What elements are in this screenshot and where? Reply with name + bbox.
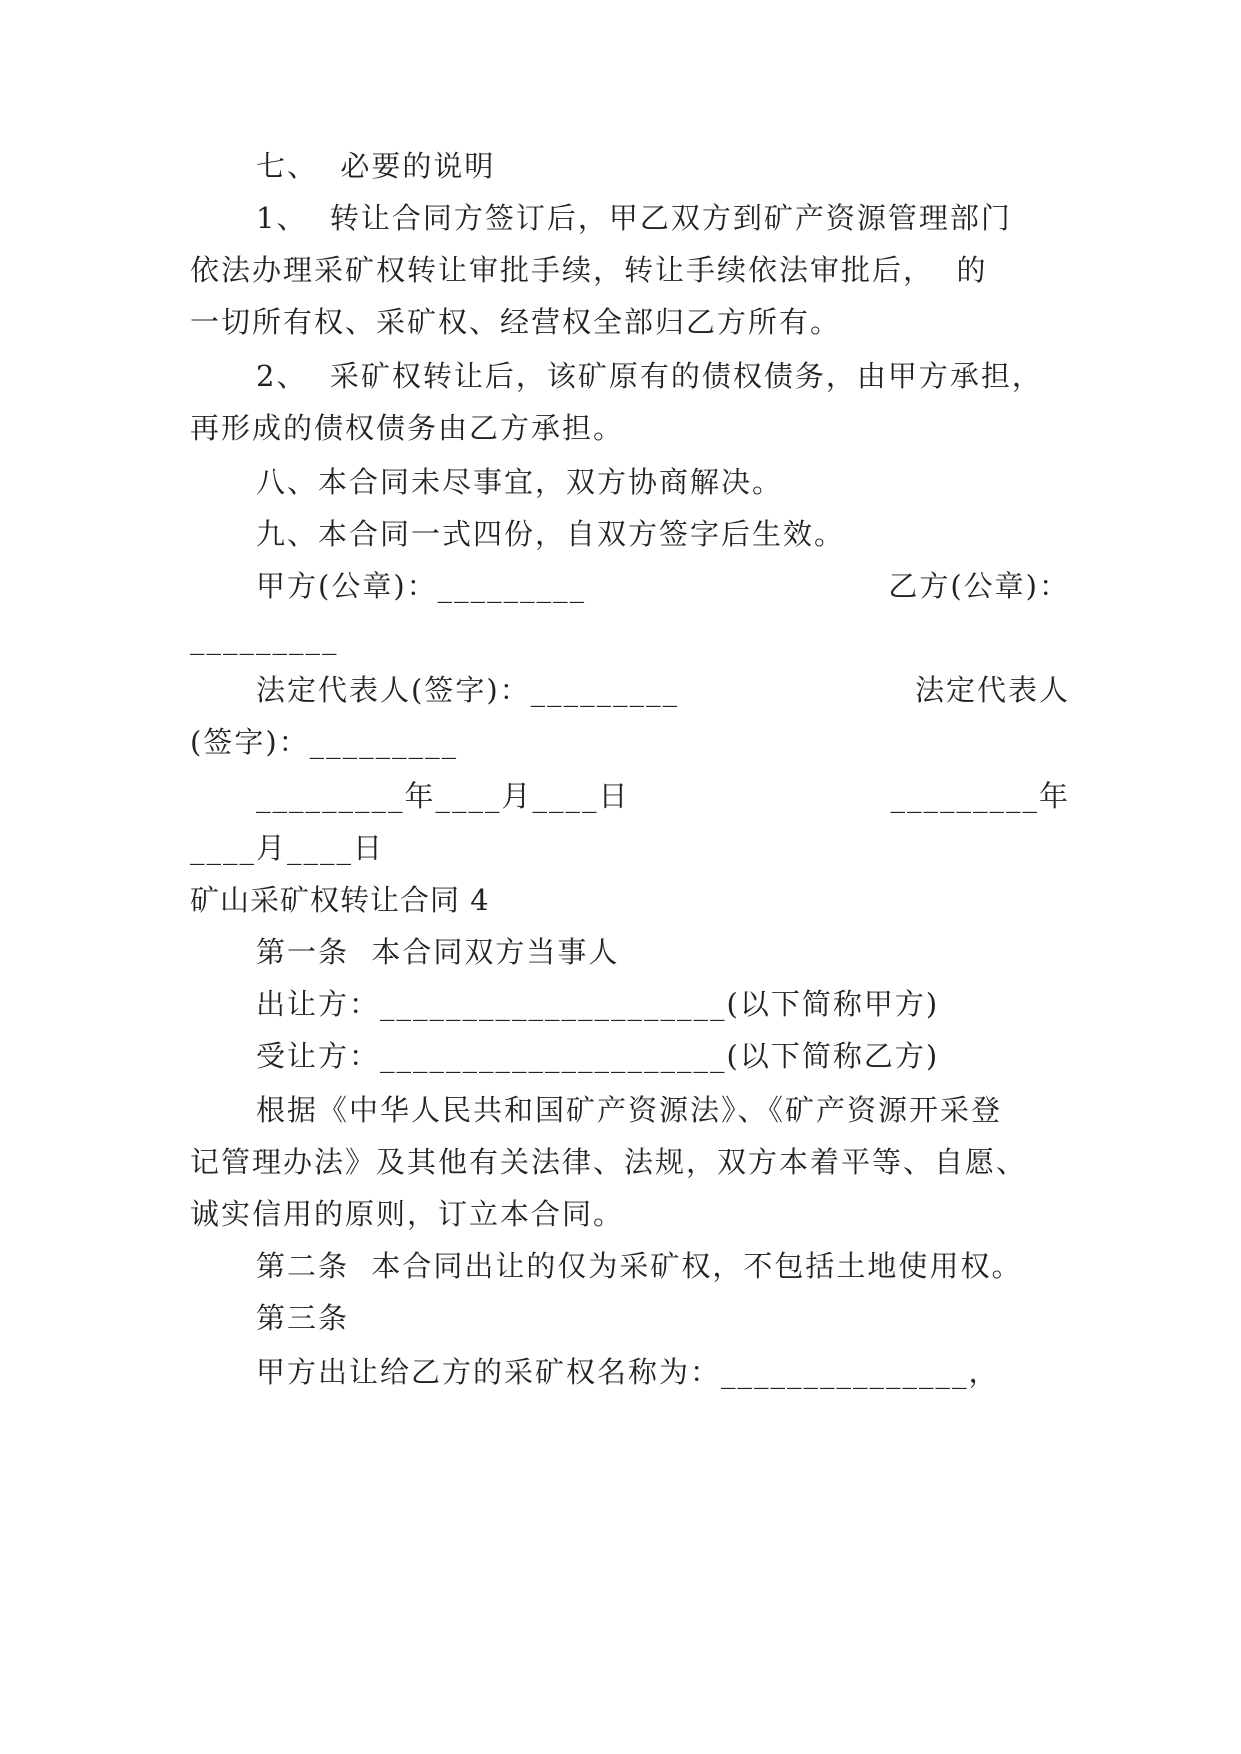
- party-a-seal: 甲方(公章)：_________: [256, 569, 587, 603]
- section-8: 八、本合同未尽事宜，双方协商解决。: [256, 465, 784, 499]
- section-7-item-1-line-3: 一切所有权、采矿权、经营权全部归乙方所有。: [190, 305, 842, 339]
- transferee-line: 受让方：_____________________(以下简称乙方): [256, 1039, 940, 1073]
- signature-rep-row: [256, 670, 1070, 710]
- basis-line-1: 根据《中华人民共和国矿产资源法》、《矿产资源开采登: [256, 1093, 1003, 1127]
- article-3-mining-right-name: 甲方出让给乙方的采矿权名称为：_______________，: [256, 1355, 1000, 1389]
- section-7-item-1-line-1: 1、 转让合同方签订后，甲乙双方到矿产资源管理部门: [256, 201, 1012, 235]
- basis-line-3: 诚实信用的原则，订立本合同。: [190, 1197, 625, 1231]
- party-b-seal: 乙方(公章)：: [888, 569, 1070, 603]
- section-7-item-2-line-2: 再形成的债权债务由乙方承担。: [190, 411, 625, 445]
- date-row: [256, 776, 1070, 816]
- section-7-item-1-line-2: 依法办理采矿权转让审批手续，转让手续依法审批后， 的: [190, 253, 988, 287]
- section-9: 九、本合同一式四份，自双方签字后生效。: [256, 517, 846, 551]
- party-b-date-year: _________年: [890, 779, 1070, 813]
- party-a-representative: 法定代表人(签字)：_________: [256, 673, 680, 707]
- section-7-item-2-line-1: 2、 采矿权转让后，该矿原有的债权债务，由甲方承担，: [256, 359, 1043, 393]
- contract-4-title: 矿山采矿权转让合同 4: [190, 883, 490, 917]
- article-2: 第二条 本合同出让的仅为采矿权，不包括土地使用权。: [256, 1249, 1023, 1283]
- transferor-line: 出让方：_____________________(以下简称甲方): [256, 987, 940, 1021]
- party-b-seal-blank: _________: [190, 621, 339, 655]
- basis-line-2: 记管理办法》及其他有关法律、法规，双方本着平等、自愿、: [190, 1145, 1028, 1179]
- party-a-date: _________年____月____日: [256, 779, 630, 813]
- article-3: 第三条: [256, 1301, 350, 1335]
- party-b-date-month-day: ____月____日: [190, 831, 385, 865]
- party-b-representative-sign: (签字)：_________: [190, 725, 459, 759]
- signature-seal-row: [256, 566, 1070, 606]
- section-7-heading: 七、 必要的说明: [256, 149, 496, 183]
- article-1: 第一条 本合同双方当事人: [256, 935, 620, 969]
- party-b-representative: 法定代表人: [914, 673, 1070, 707]
